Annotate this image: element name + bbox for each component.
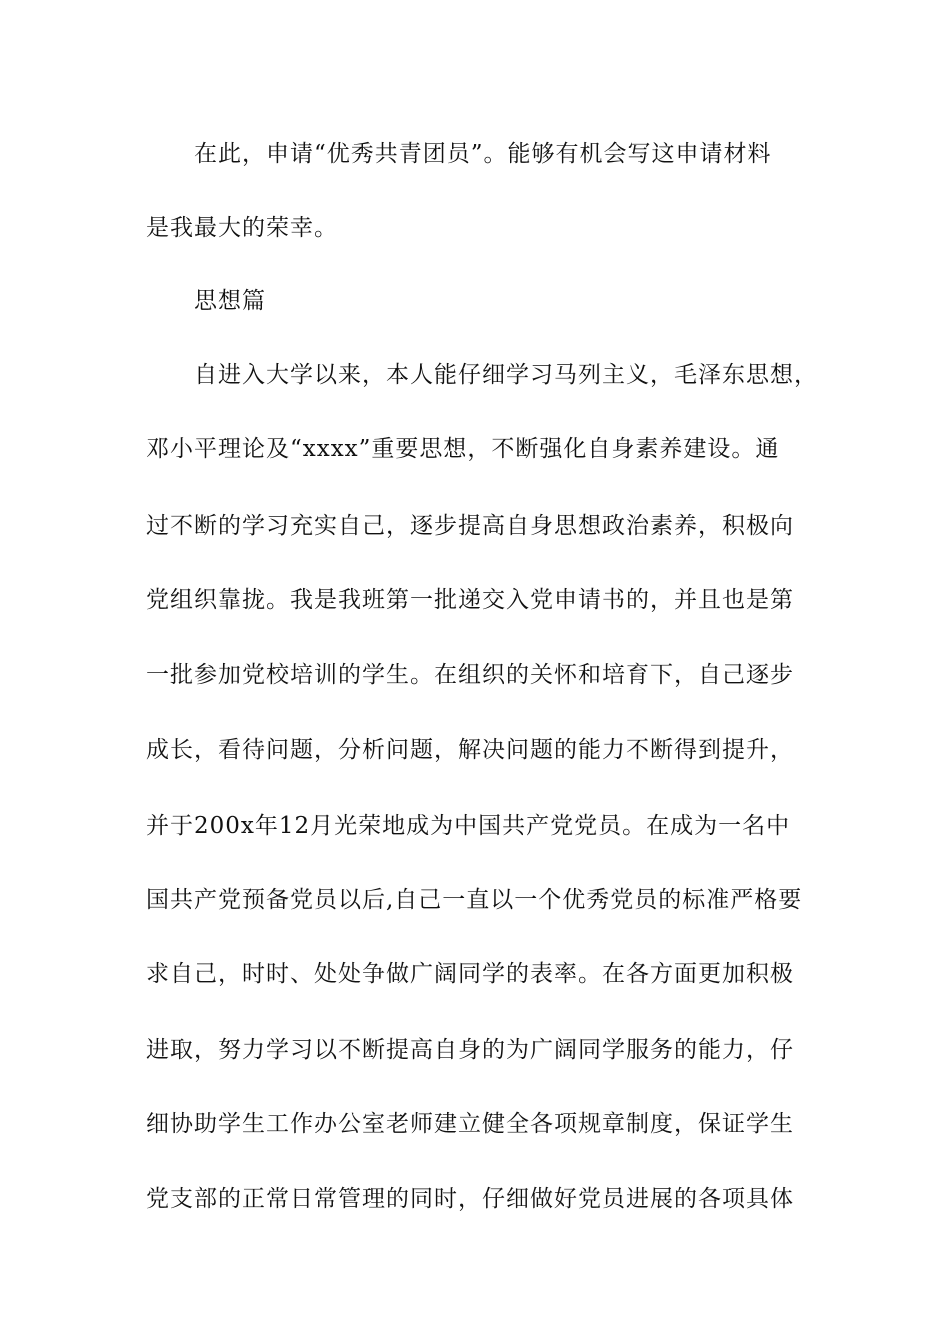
section-heading: 思想篇 <box>194 288 266 314</box>
paragraph-line: 过不断的学习充实自己，逐步提高自身思想政治素养，积极向 <box>146 513 794 539</box>
paragraph-line: 一批参加党校培训的学生。在组织的关怀和培育下，自己逐步 <box>146 662 794 688</box>
paragraph-line: 成长，看待问题，分析问题，解决问题的能力不断得到提升， <box>146 737 794 763</box>
paragraph-line: 邓小平理论及“xxxx”重要思想，不断强化自身素养建设。通 <box>146 436 780 462</box>
paragraph-line: 在此，申请“优秀共青团员”。能够有机会写这申请材料 <box>194 141 772 167</box>
paragraph-line: 国共产党预备党员以后,自己一直以一个优秀党员的标准严格要 <box>146 887 803 913</box>
paragraph-line: 自进入大学以来，本人能仔细学习马列主义，毛泽东思想， <box>194 362 818 388</box>
paragraph-line: 求自己，时时、处处争做广阔同学的表率。在各方面更加积极 <box>146 961 794 987</box>
paragraph-line: 细协助学生工作办公室老师建立健全各项规章制度，保证学生 <box>146 1111 794 1137</box>
paragraph-line: 是我最大的荣幸。 <box>146 215 338 241</box>
paragraph-line: 并于200x年12月光荣地成为中国共产党党员。在成为一名中 <box>146 813 791 839</box>
paragraph-line: 党组织靠拢。我是我班第一批递交入党申请书的，并且也是第 <box>146 587 794 613</box>
paragraph-line: 党支部的正常日常管理的同时，仔细做好党员进展的各项具体 <box>146 1186 794 1212</box>
paragraph-line: 进取，努力学习以不断提高自身的为广阔同学服务的能力，仔 <box>146 1037 794 1063</box>
